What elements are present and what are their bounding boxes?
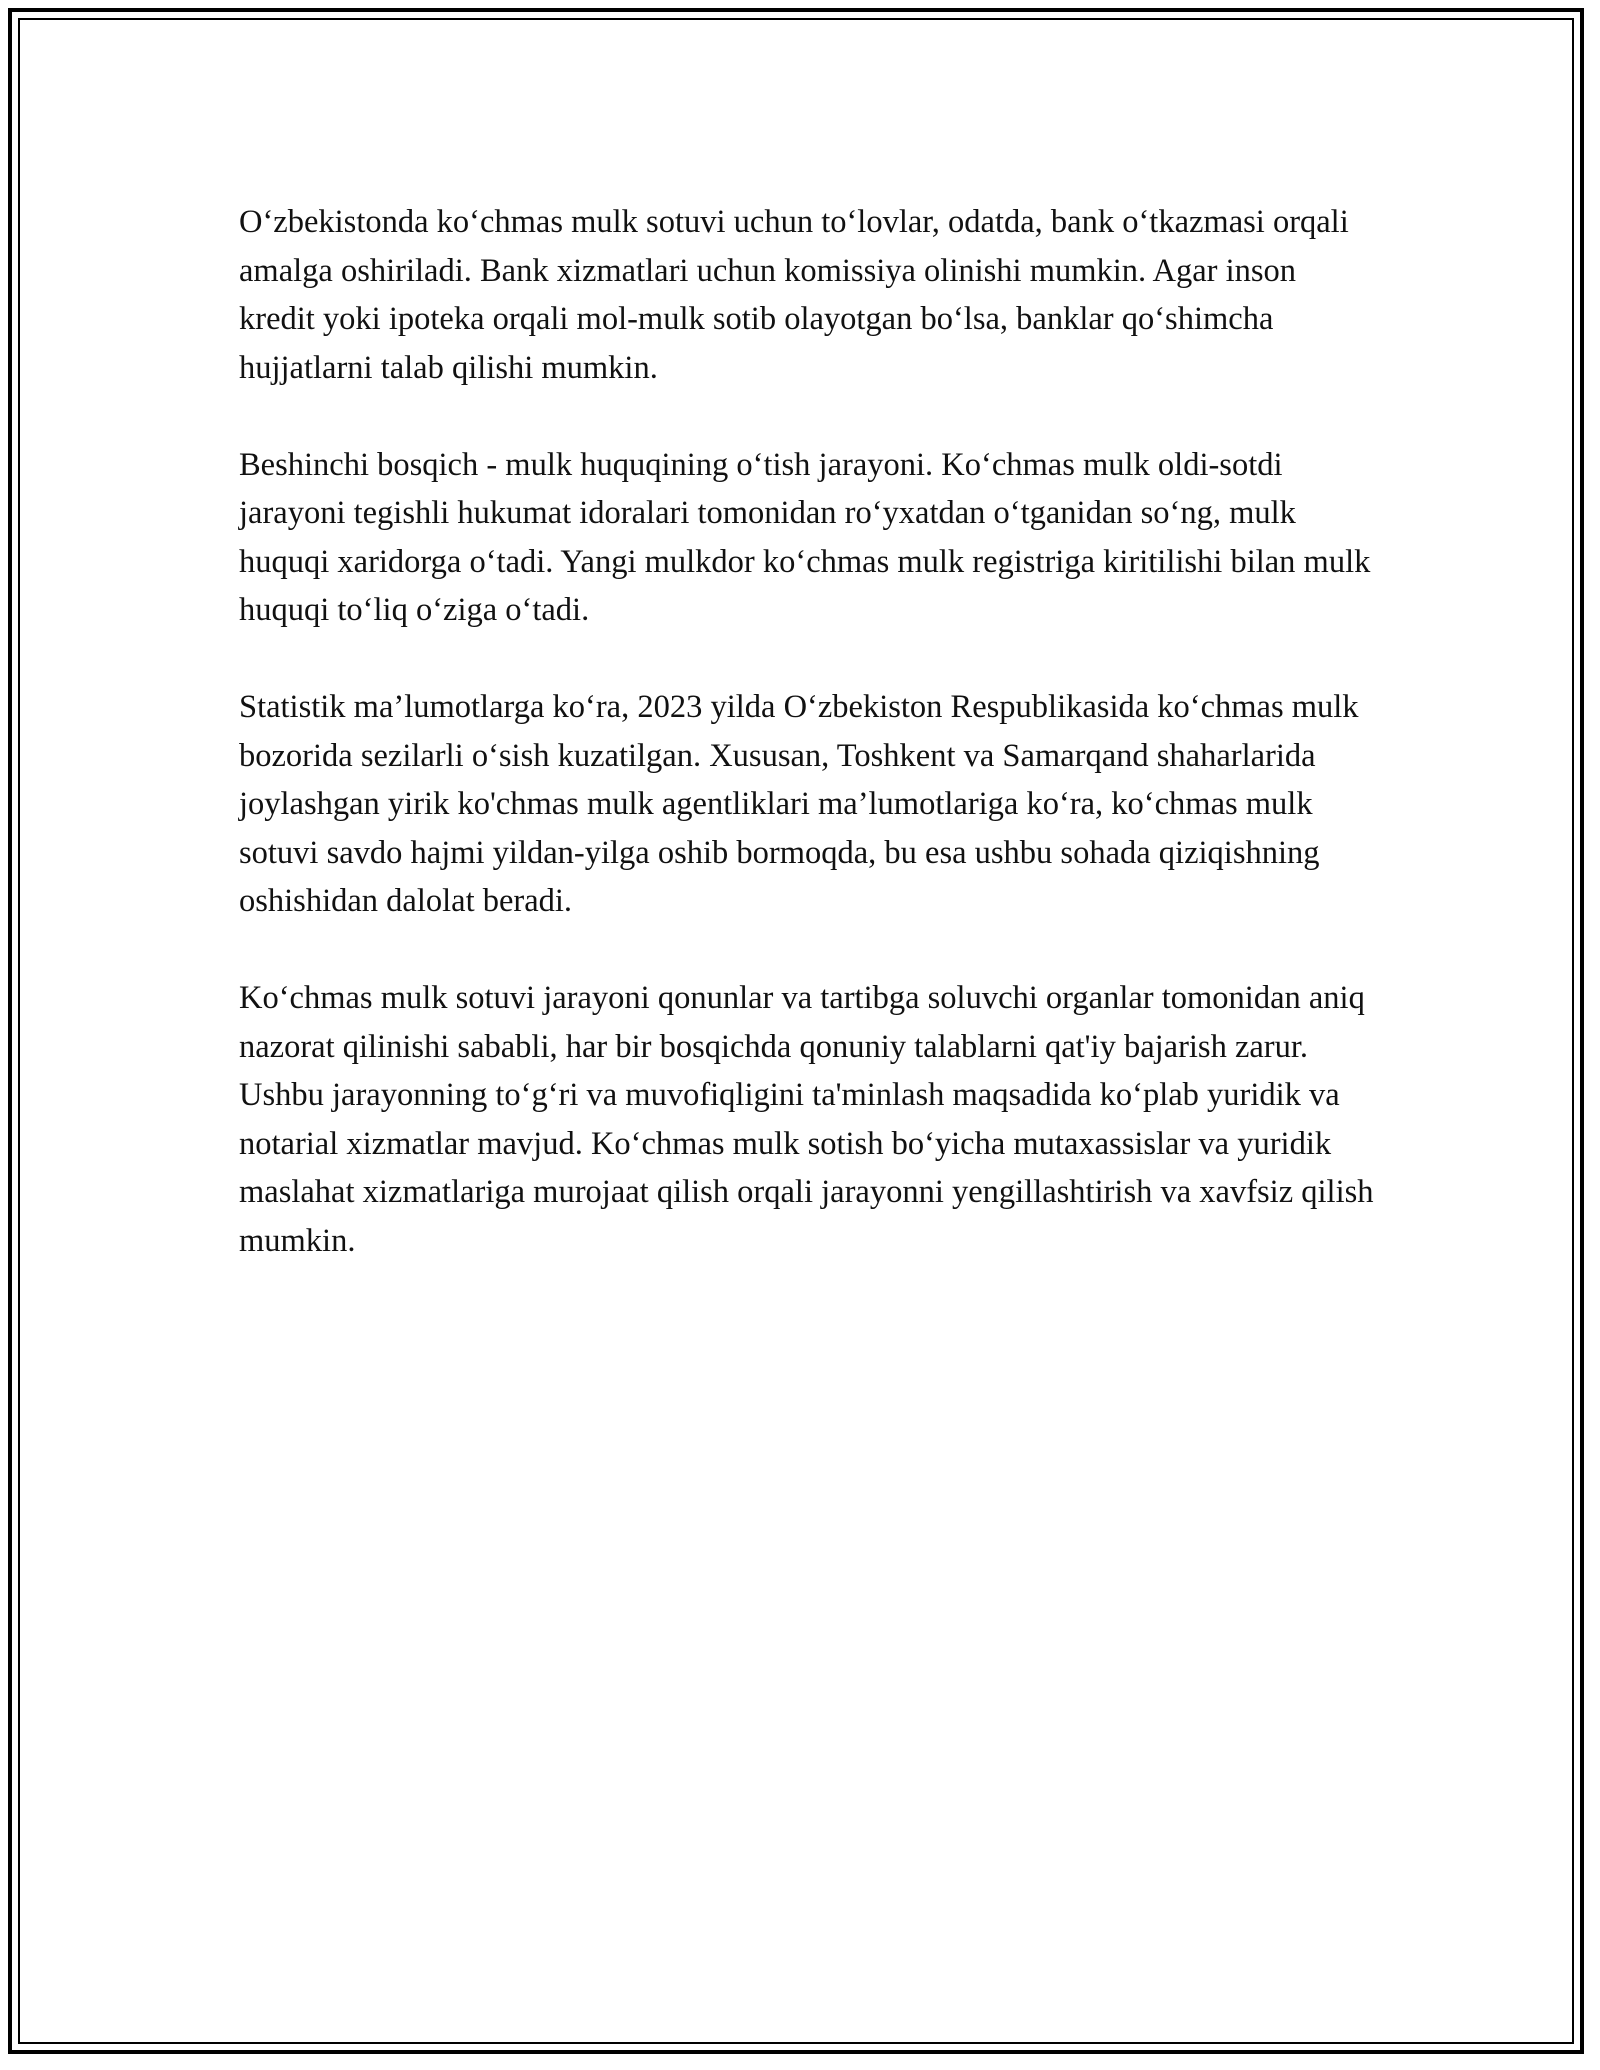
document-body <box>239 198 1379 1265</box>
paragraph-legal-services: Ko‘chmas mulk sotuvi jarayoni qonunlar va tartibga soluvchi organlar tomonidan aniq nazorat qilinishi sababli, har bir bosqichda qonuniy talablarni qat'iy bajarish zarur. Ushbu jarayonning to‘g‘ri va muvofiqligini ta'minlash maqsadida ko‘plab yuridik va notarial xizmatlar mavjud. Ko‘chmas mulk sotish bo‘yicha mutaxassislar va yuridik maslahat xizmatlariga murojaat qilish orqali jarayonni yengillashtirish va xavfsiz qilish mumkin. <box>239 980 1374 1259</box>
paragraph-payments: O‘zbekistonda ko‘chmas mulk sotuvi uchun to‘lovlar, odatda, bank o‘tkazmasi orqali amalga oshiriladi. Bank xizmatlari uchun komissiya olinishi mumkin. Agar inson kredit yoki ipoteka orqali mol-mulk sotib olayotgan bo‘lsa, banklar qo‘shimcha hujjatlarni talab qilishi mumkin. <box>239 204 1349 386</box>
paragraph-statistics: Statistik ma’lumotlarga ko‘ra, 2023 yilda O‘zbekiston Respublikasida ko‘chmas mulk bozorida sezilarli o‘sish kuzatilgan. Xususan, Toshkent va Samarqand shaharlarida joylashgan yirik ko'chmas mulk agentliklari ma’lumotlariga ko‘ra, ko‘chmas mulk sotuvi savdo hajmi yildan-yilga oshib bormoqda, bu esa ushbu sohada qiziqishning oshishidan dalolat beradi. <box>239 689 1359 919</box>
paragraph-ownership-transfer: Beshinchi bosqich - mulk huquqining o‘tish jarayoni. Ko‘chmas mulk oldi-sotdi jarayoni tegishli hukumat idoralari tomonidan ro‘yxatdan o‘tganidan so‘ng, mulk huquqi xaridorga o‘tadi. Yangi mulkdor ko‘chmas mulk registriga kiritilishi bilan mulk huquqi to‘liq o‘ziga o‘tadi. <box>239 446 1371 628</box>
document-page <box>8 8 1584 2054</box>
